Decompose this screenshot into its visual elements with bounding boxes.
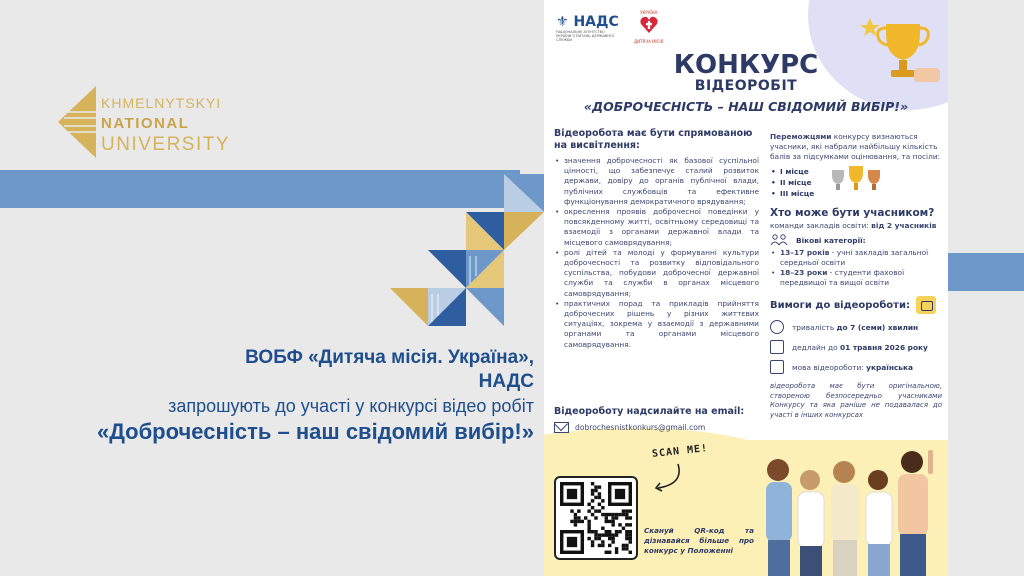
info-column [770,132,942,420]
blue-band-right [948,253,1024,291]
requirement-duration: тривалість до 7 (семи) хвилин [770,320,942,334]
university-logo-icon [58,86,96,158]
originality-note: відеоробота має бути оригінальною, створеною безпосередньо учасниками Конкурсу та яка раніше не подавалася до участі в інших конкурсах [770,382,942,419]
list-item: • III місце [770,188,942,199]
age-list [770,248,942,288]
language-icon [770,360,784,374]
poster-quote: «ДОБРОЧЕСНІСТЬ – НАШ СВІДОМИЙ ВИБІР!» [583,99,909,114]
contest-poster [544,0,948,576]
requirement-language: мова відеороботи: українська [770,360,942,374]
logo-line-1: KHMELNYTSKYI [101,95,222,111]
mission-logo [634,10,663,44]
poster-title: КОНКУРС [673,50,819,80]
calendar-icon [770,340,784,354]
invitation-line-3: запрошують до участі у конкурсі відео робіт [168,396,534,416]
poster-subtitle: ВІДЕОРОБІТ [694,78,798,94]
trident-icon: ⚜ [556,14,569,30]
email-row [554,422,705,433]
list-item: • I місце [770,166,942,177]
triangle-pattern-decoration [386,172,546,332]
university-logo-text [101,96,230,154]
topics-column [554,128,759,350]
age-heading-row [770,234,942,246]
invitation-line-2: НАДС [478,371,534,392]
mission-top: УКРАЇНА [640,10,658,15]
email-link[interactable]: dobrochesnistkonkurs@gmail.com [575,423,706,432]
requirements-heading-row [770,296,942,314]
winners-text: Переможцями конкурсу визнаються учасники, які набрали найбільшу кількість балів за підсумками оцінювання, та посіли: [770,132,941,161]
list-item: • 13–17 років - учні закладів загальної середньої освіти [770,248,942,268]
scan-note: Скануй QR-код та дізнавайся більше про конкурс у Положенні [644,526,754,555]
send-heading: Відеороботу надсилайте на email: [554,406,745,417]
invitation-text [97,346,534,446]
cups-icon [828,164,884,192]
mission-bottom: ДИТЯЧА МІСІЯ [634,39,664,44]
list-item: • окреслення проявів доброчесної поведінки у повсякденному житті, освітньому середовищі та взаємодії з органами державної влади та місцевого самоврядування; [554,207,759,248]
who-heading: Хто може бути учасником? [770,207,935,219]
envelope-icon [554,422,569,433]
topics-heading: Відеоробота має бути спрямованою на висвітлення: [554,128,753,151]
clock-icon [770,320,784,334]
logo-line-3: UNIVERSITY [101,134,231,155]
invitation-line-4: «Доброчесність – наш свідомий вибір!» [96,419,534,444]
age-heading: Вікові категорії: [796,235,866,245]
topics-list [554,156,759,350]
requirement-deadline: дедлайн до 01 травня 2026 року [770,340,942,354]
logo-line-2: NATIONAL [101,115,190,132]
qr-code-icon [560,482,632,554]
teams-text: команди закладів освіти: від 2 учасників [770,221,937,230]
list-item: • 18–23 роки - студенти фахової передвищої та вищої освіти [770,268,942,288]
requirements-heading: Вимоги до відеороботи: [770,299,910,311]
scan-me-label: SCAN ME! [651,443,709,460]
people-icon [770,234,788,246]
curved-arrow-icon [644,462,684,496]
invitation-line-1: ВОБФ «Дитяча місія. Україна», [245,347,534,368]
heart-cross-icon [639,15,659,35]
students-photo [758,444,948,576]
list-item: • значення доброчесності як базової суспільної цінності, що забезпечує сталий розвиток держави, довіру до органів публічної влади, публічних службовців та ефективне функціонування демократичного врядування; [554,156,759,207]
nads-subtitle: НАЦІОНАЛЬНЕ АГЕНТСТВО УКРАЇНИ З ПИТАНЬ ДЕРЖАВНОЇ СЛУЖБИ [556,30,614,42]
camera-icon [916,296,936,314]
list-item: • II місце [770,177,942,188]
list-item: • практичних порад та прикладів прийняття доброчесних рішень у різних життєвих ситуаціях, зокрема у взаємодії з державними органами та органами місцевого самоврядування. [554,299,759,350]
qr-code[interactable] [554,476,638,560]
nads-logo [556,14,619,42]
nads-title: ⚜ НАДС [556,14,619,30]
list-item: • ролі дітей та молоді у формуванні культури доброчесності та розвитку відповідального суспільства, побудови доброчесної державної служби та служби в органах місцевого самоврядування; [554,248,759,299]
